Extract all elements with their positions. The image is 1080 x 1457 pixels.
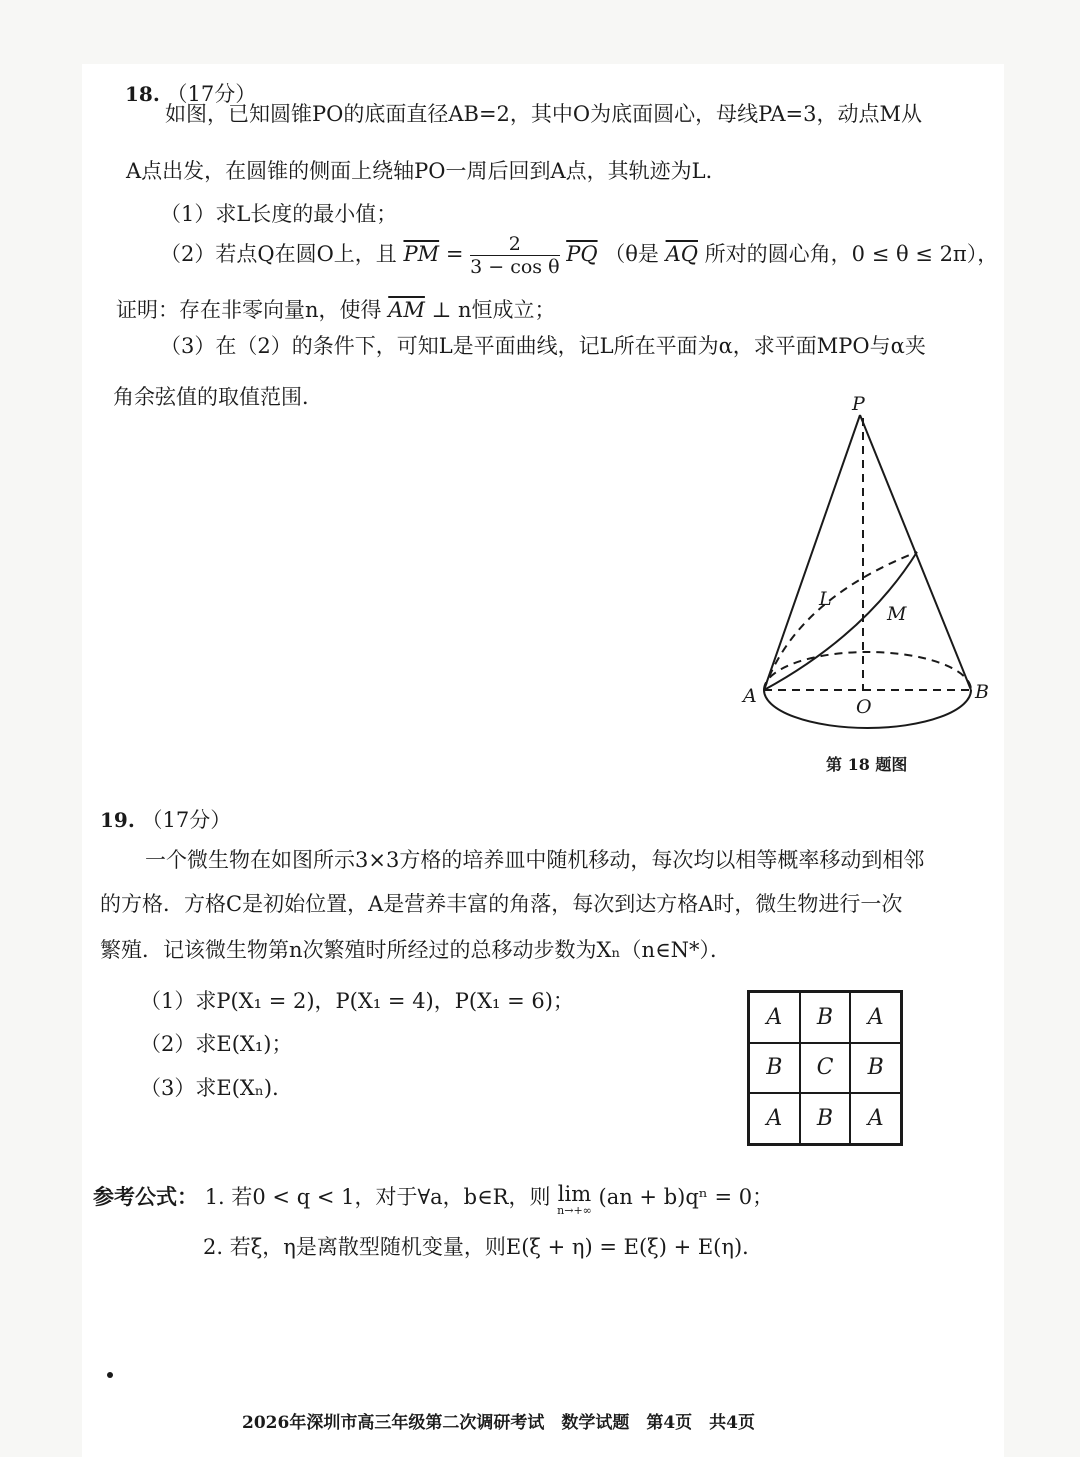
q19-header bbox=[100, 806, 231, 834]
vector-am: $\overline{AM}$ bbox=[388, 298, 425, 322]
figure18-caption: 第 18 题图 bbox=[826, 755, 908, 774]
q18-stem-line1: 如图，已知圆锥PO的底面直径AB=2，其中O为底面圆心，母线PA=3，动点M从 bbox=[165, 102, 922, 126]
limit-text: lim bbox=[557, 1182, 592, 1206]
equals-sign: = bbox=[445, 242, 464, 266]
fraction-numerator: 2 bbox=[470, 233, 559, 256]
grid-cell: A bbox=[749, 1093, 800, 1144]
petri-dish-grid bbox=[747, 990, 903, 1146]
grid-cell: B bbox=[850, 1043, 901, 1094]
reference-label: 参考公式： bbox=[93, 1184, 198, 1209]
label-o: O bbox=[856, 696, 872, 718]
page-footer: 2026年深圳市高三年级第二次调研考试 数学试题 第4页 共4页 bbox=[242, 1413, 755, 1433]
q18-part2-suffix-a: （θ是 bbox=[604, 242, 659, 266]
q19-stem-line3: 繁殖．记该微生物第n次繁殖时所经过的总移动步数为Xₙ（n∈N*）． bbox=[100, 938, 732, 962]
q18-part1: （1）求L长度的最小值； bbox=[160, 202, 398, 226]
grid-cell: A bbox=[749, 992, 800, 1043]
grid-cell: A bbox=[850, 1093, 901, 1144]
reference-line1 bbox=[93, 1183, 773, 1217]
q18-part3-line1: （3）在（2）的条件下，可知L是平面曲线，记L所在平面为α，求平面MPO与α夹 bbox=[160, 334, 926, 358]
q18-part2-prefix: （2）若点Q在圆O上，且 bbox=[160, 242, 397, 266]
q18-stem-line2: A点出发，在圆锥的侧面上绕轴PO一周后回到A点，其轨迹为L． bbox=[126, 159, 727, 183]
ink-dot bbox=[107, 1372, 113, 1378]
label-m: M bbox=[887, 603, 907, 625]
reference-item1-a: 1. 若0 < q < 1，对于∀a，b∈R，则 bbox=[204, 1185, 551, 1209]
q18-part2-line2-a: 证明：存在非零向量n，使得 bbox=[116, 298, 382, 322]
q18-points: （17分） bbox=[166, 82, 257, 106]
limit-subscript: n→+∞ bbox=[557, 1204, 592, 1217]
q19-part2: （2）求E(X₁)； bbox=[140, 1032, 293, 1056]
grid-cell: B bbox=[800, 992, 851, 1043]
vector-pq: $\overline{PQ}$ bbox=[566, 242, 598, 266]
q19-stem-line2: 的方格．方格C是初始位置，A是营养丰富的角落，每次到达方格A时，微生物进行一次 bbox=[100, 892, 903, 916]
q19-part3: （3）求E(Xₙ)． bbox=[140, 1076, 294, 1100]
cone-left-generatrix bbox=[764, 415, 860, 690]
label-p: P bbox=[852, 393, 865, 415]
label-b: B bbox=[975, 681, 989, 703]
q19-points: （17分） bbox=[141, 808, 232, 832]
vector-pm: $\overline{PM}$ bbox=[403, 242, 440, 266]
fraction-denominator: 3 − cos θ bbox=[470, 256, 560, 278]
label-a: A bbox=[743, 685, 757, 707]
grid-cell: A bbox=[850, 992, 901, 1043]
limit-operator bbox=[557, 1183, 592, 1217]
q19-part1: （1）求P(X₁ = 2)，P(X₁ = 4)，P(X₁ = 6)； bbox=[140, 989, 574, 1013]
grid-cell: C bbox=[800, 1043, 851, 1094]
q19-number: 19. bbox=[100, 808, 135, 832]
q18-part2-line2 bbox=[116, 296, 556, 324]
q18-number: 18. bbox=[125, 82, 160, 106]
arc-aq: $\overline{AQ}$ bbox=[665, 242, 698, 266]
q19-stem-line1: 一个微生物在如图所示3×3方格的培养皿中随机移动，每次均以相等概率移动到相邻 bbox=[145, 848, 925, 872]
grid-cell: B bbox=[800, 1093, 851, 1144]
label-l: L bbox=[819, 588, 832, 610]
reference-item1-b: (an + b)qⁿ = 0； bbox=[598, 1185, 774, 1209]
fraction bbox=[470, 233, 559, 278]
grid-cell: B bbox=[749, 1043, 800, 1094]
q18-part2-line1 bbox=[160, 232, 998, 278]
reference-line2: 2. 若ξ，η是离散型随机变量，则E(ξ + η) = E(ξ) + E(η)． bbox=[203, 1235, 764, 1259]
q18-part2-suffix-b: 所对的圆心角，0 ≤ θ ≤ 2π）， bbox=[704, 242, 999, 266]
q18-part3-line2: 角余弦值的取值范围． bbox=[113, 385, 323, 409]
q18-part2-line2-b: ⊥ n恒成立； bbox=[431, 298, 556, 322]
cone-figure bbox=[735, 390, 1005, 750]
